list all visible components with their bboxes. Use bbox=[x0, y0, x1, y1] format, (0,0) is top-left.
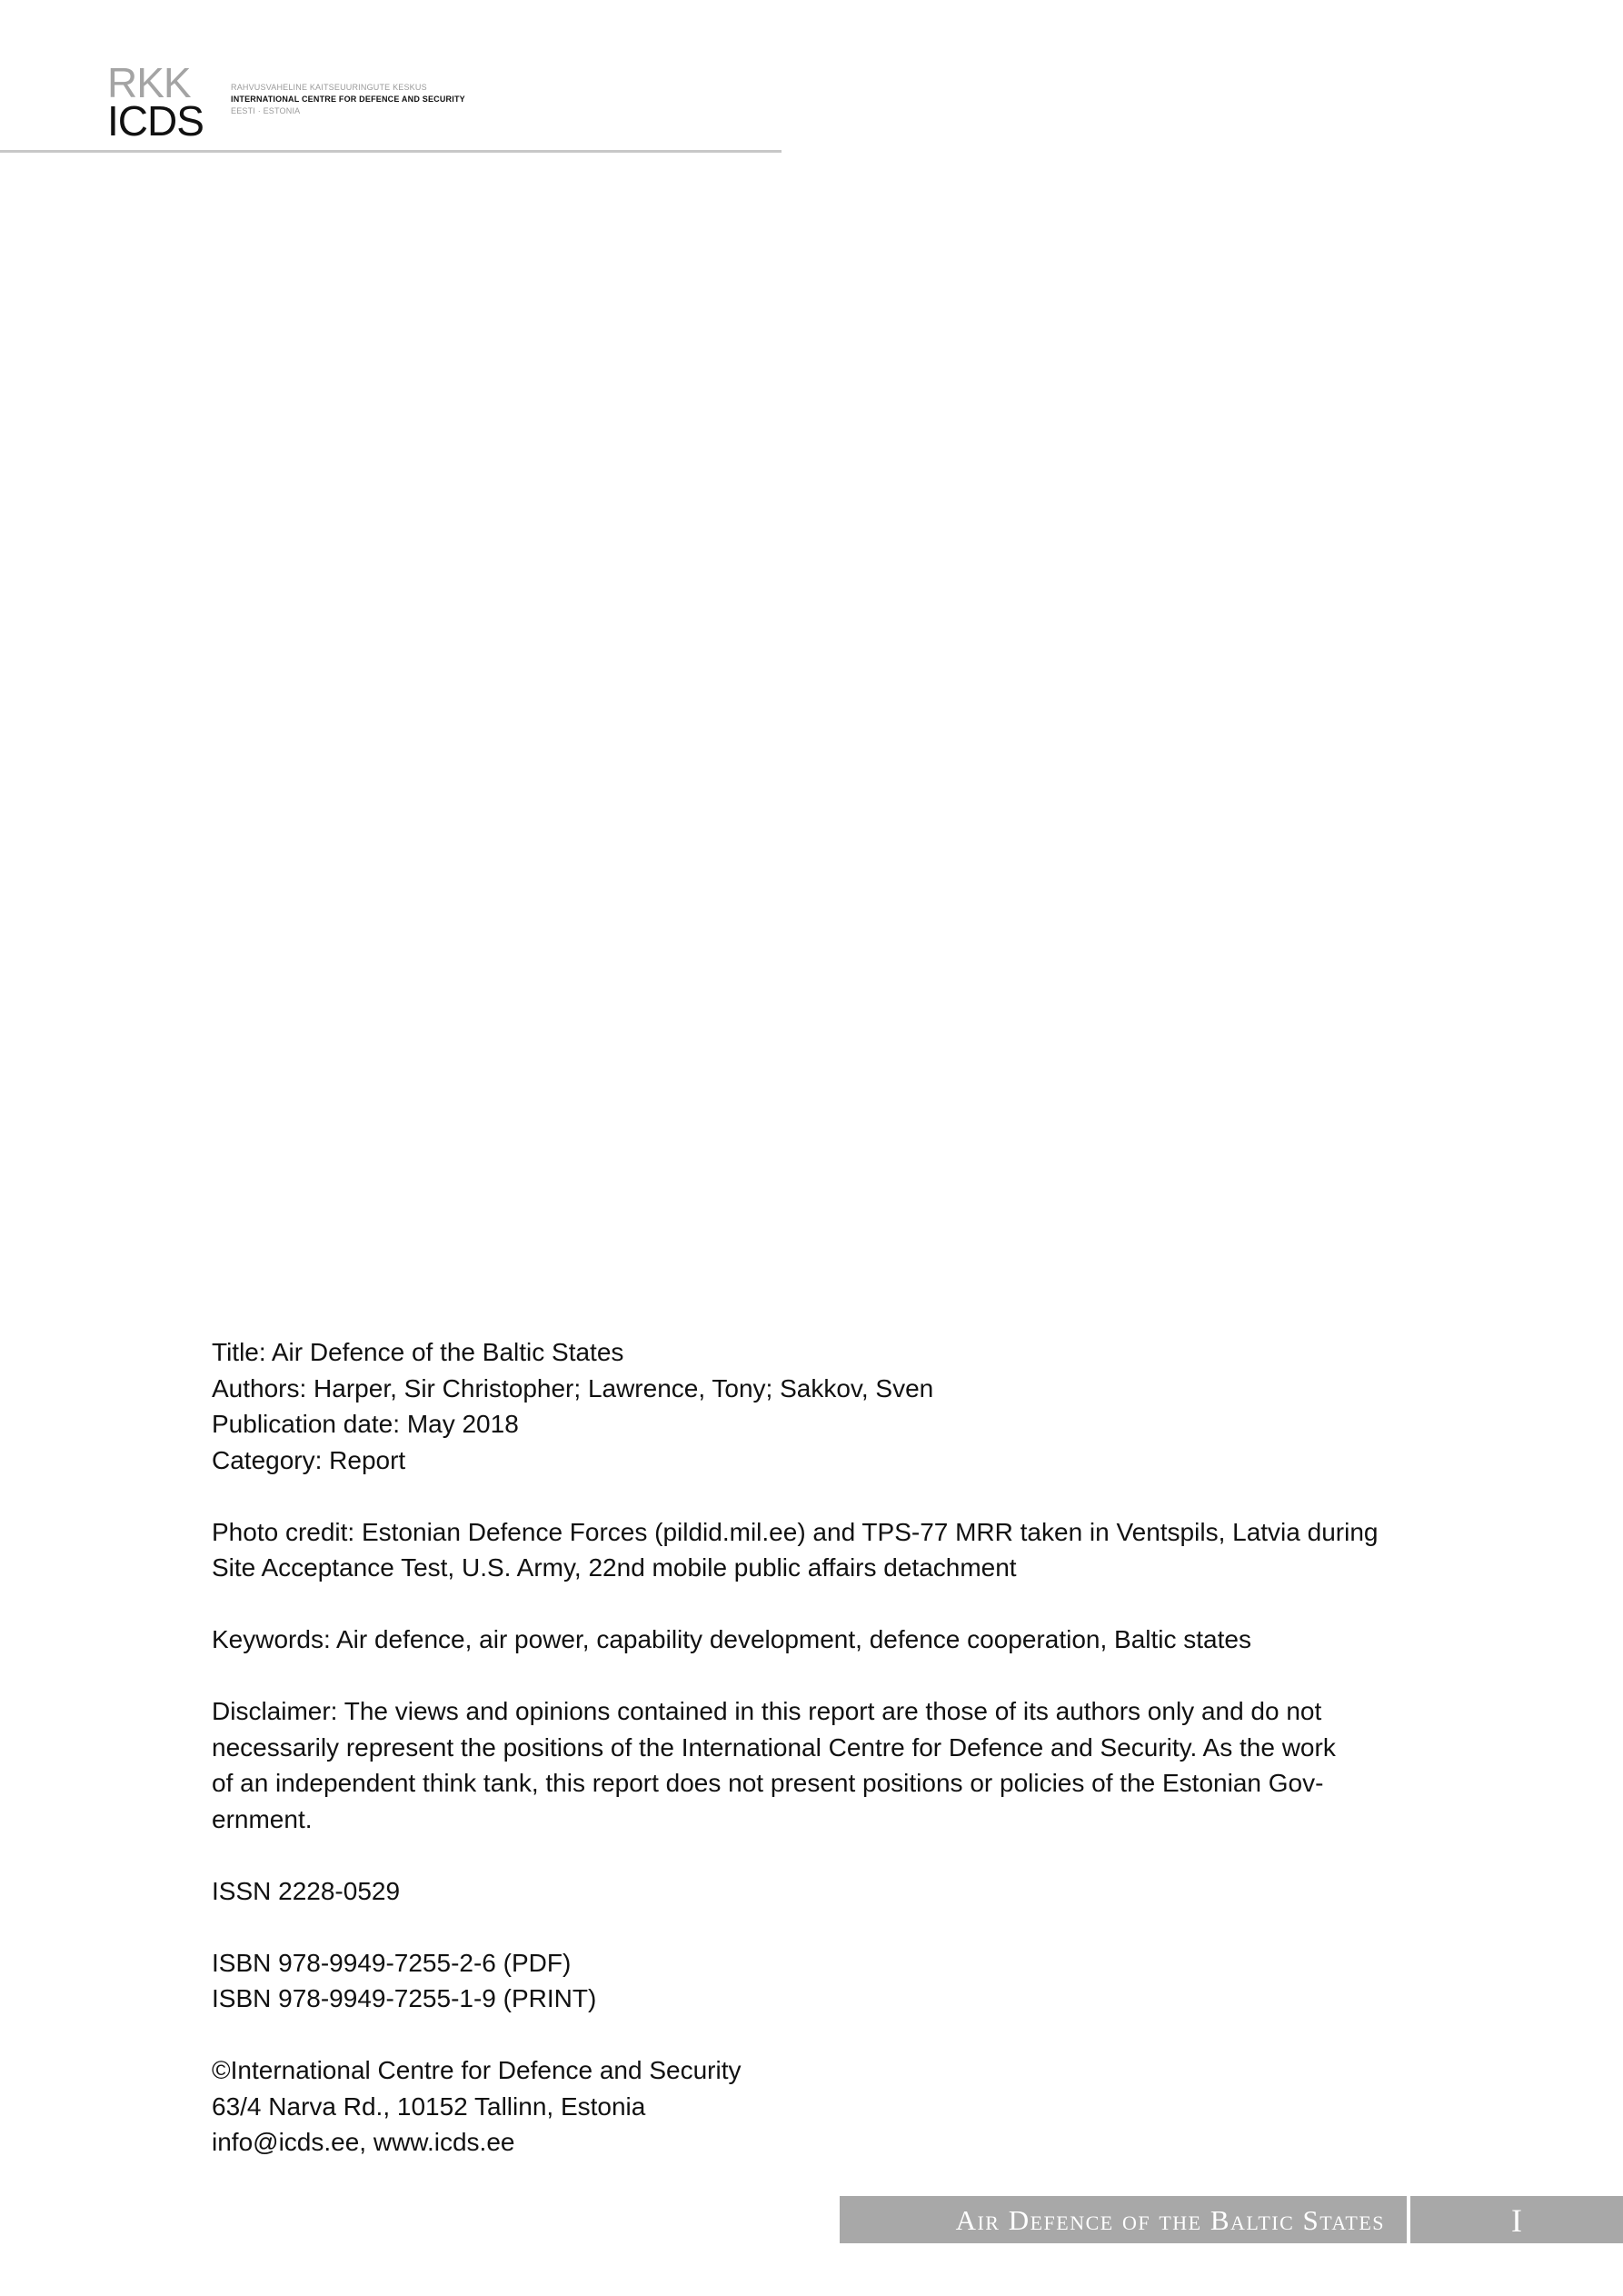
logo-line-estonian: RAHVUSVAHELINE KAITSEUURINGUTE KESKUS bbox=[231, 83, 427, 92]
publication-date-line: Publication date: May 2018 bbox=[212, 1410, 519, 1438]
isbn-block bbox=[212, 1945, 1429, 2017]
header-divider bbox=[0, 150, 782, 153]
isbn-pdf-line: ISBN 978-9949-7255-2-6 (PDF) bbox=[212, 1948, 572, 1977]
logo-rkk-text: RKK bbox=[107, 59, 191, 106]
page-number: I bbox=[1410, 2196, 1623, 2243]
authors-line: Authors: Harper, Sir Christopher; Lawrence, Tony; Sakkov, Sven bbox=[212, 1373, 934, 1403]
publisher-block bbox=[212, 2052, 1429, 2161]
title-line: Title: Air Defence of the Baltic States bbox=[212, 1338, 624, 1366]
colophon bbox=[212, 1334, 1429, 2196]
keywords-line: Keywords: Air defence, air power, capability development, defence cooperation, Baltic states bbox=[212, 1625, 1251, 1653]
bibliographic-block bbox=[212, 1334, 1429, 1478]
issn bbox=[212, 1873, 1429, 1910]
footer-title-bar bbox=[840, 2196, 1407, 2243]
isbn-print-line: ISBN 978-9949-7255-1-9 (PRINT) bbox=[212, 1984, 597, 2012]
icds-logo bbox=[107, 59, 580, 145]
keywords bbox=[212, 1622, 1429, 1658]
disclaimer bbox=[212, 1693, 1429, 1837]
photo-credit bbox=[212, 1514, 1429, 1586]
disclaimer-line: Disclaimer: The views and opinions contained in this report are those of its authors only and do not bbox=[212, 1697, 1322, 1725]
photo-credit-line: Photo credit: Estonian Defence Forces (pildid.mil.ee) and TPS-77 MRR taken in Ventspils, Latvia during bbox=[212, 1517, 1379, 1546]
disclaimer-line: of an independent think tank, this report does not present positions or policies of the Estonian Gov- bbox=[212, 1769, 1324, 1797]
logo-line-english: INTERNATIONAL CENTRE FOR DEFENCE AND SECURITY bbox=[231, 95, 465, 104]
issn-line: ISSN 2228-0529 bbox=[212, 1876, 401, 1905]
address-line: 63/4 Narva Rd., 10152 Tallinn, Estonia bbox=[212, 2091, 646, 2121]
contact-line: info@icds.ee, www.icds.ee bbox=[212, 2128, 515, 2156]
photo-credit-line: Site Acceptance Test, U.S. Army, 22nd mobile public affairs detachment bbox=[212, 1553, 1017, 1582]
logo-line-country: EESTI · ESTONIA bbox=[231, 106, 301, 115]
disclaimer-line: ernment. bbox=[212, 1804, 313, 1833]
running-title: Air Defence of the Baltic States bbox=[955, 2204, 1385, 2236]
copyright-line: ©International Centre for Defence and Security bbox=[212, 2056, 742, 2084]
category-line: Category: Report bbox=[212, 1445, 406, 1474]
logo-icds-text: ICDS bbox=[107, 97, 204, 145]
disclaimer-line: necessarily represent the positions of the International Centre for Defence and Security. As the work bbox=[212, 1732, 1336, 1762]
logo-tagline bbox=[231, 82, 465, 117]
